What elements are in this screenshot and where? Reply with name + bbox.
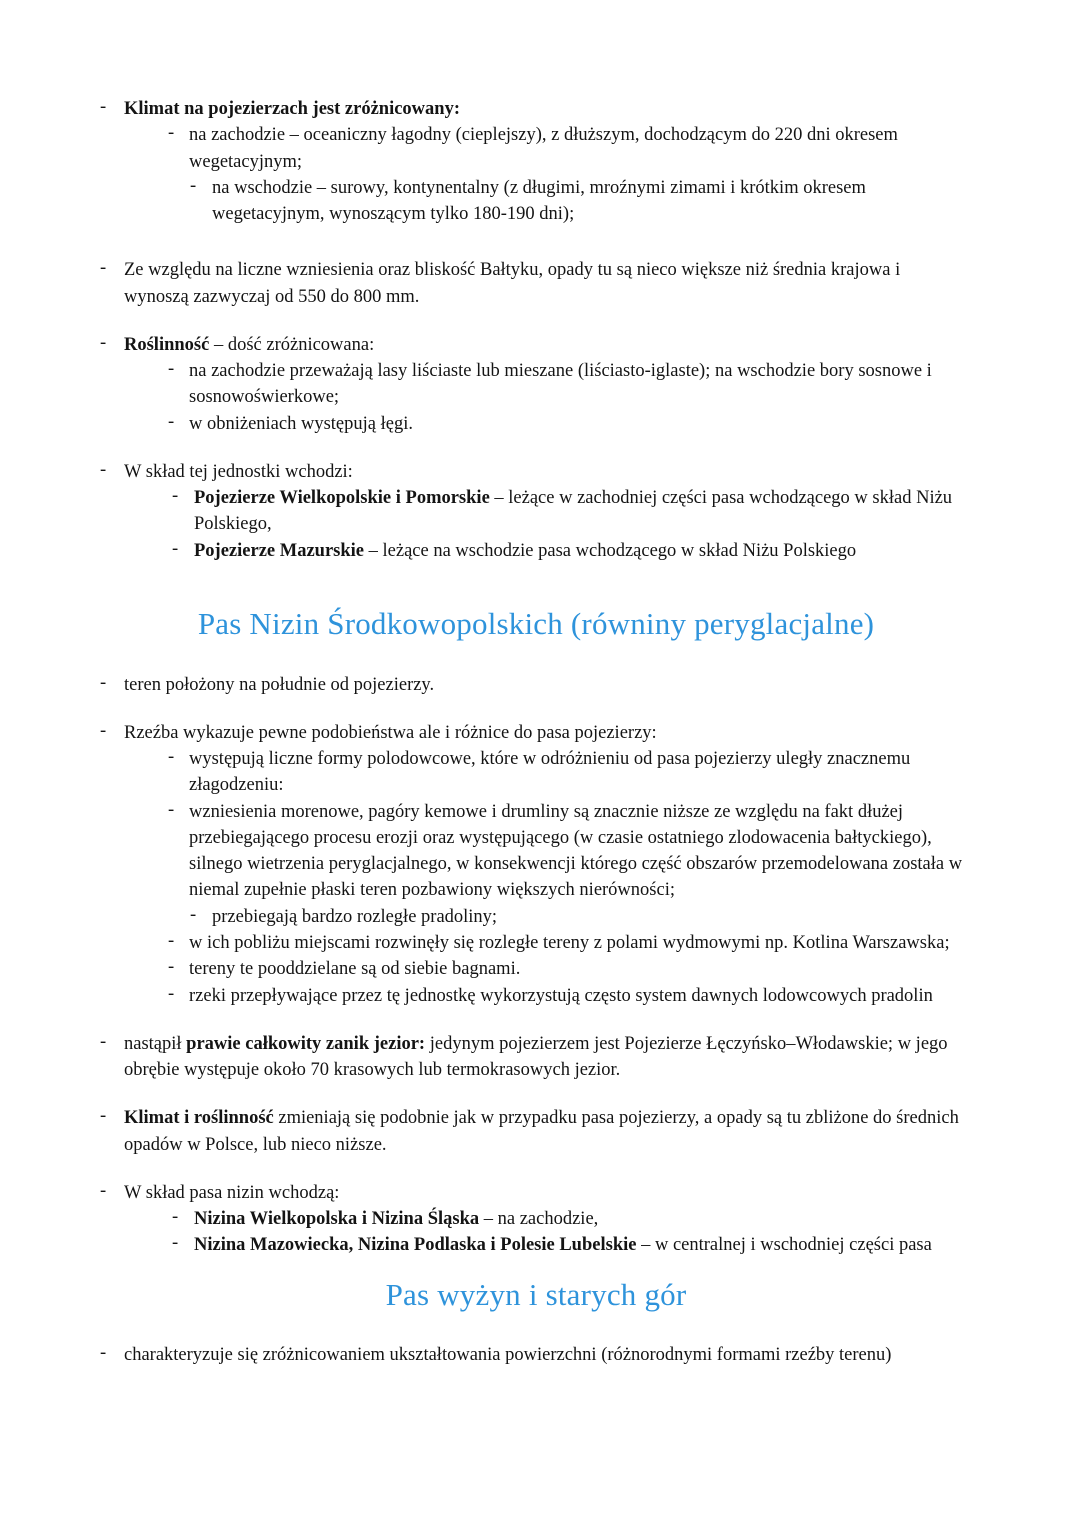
bullet-item	[100, 1180, 980, 1206]
bullet-text-rest: – leżące w zachodniej części pasa wchodzącego w skład Niżu Polskiego,	[194, 488, 953, 535]
bullet-text: przebiegają bardzo rozległe pradoliny;	[212, 906, 498, 927]
spacer	[100, 1312, 980, 1342]
spacer	[100, 310, 980, 332]
bullet-dash-icon: -	[168, 931, 175, 952]
bullet-text: charakteryzuje się zróżnicowaniem ukształtowania powierzchni (różnorodnymi formami rzeźby terenu)	[124, 1345, 892, 1366]
section-heading-srodkowopolskich: Pas Nizin Środkowopolskich (równiny peryglacjalne)	[197, 605, 875, 641]
spacer	[100, 437, 980, 459]
bullet-item	[100, 1105, 980, 1158]
bullet-item	[190, 175, 980, 228]
bullet-text-rest: – dość zróżnicowana:	[209, 334, 375, 355]
bullet-item	[100, 257, 980, 310]
bullet-item	[100, 1342, 980, 1368]
bullet-text-rest: – w centralnej i wschodniej części pasa	[636, 1235, 932, 1256]
bullet-text: Klimat na pojezierzach jest zróżnicowany:	[124, 99, 460, 119]
bullet-dash-icon: -	[172, 538, 179, 559]
bullet-dash-icon: -	[168, 983, 175, 1004]
bullet-item	[172, 1232, 980, 1258]
bullet-text: Ze względu na liczne wzniesienia oraz bliskość Bałtyku, opady tu są nieco większe niż średnia krajowa i wynoszą zazwyczaj od 550 do 800 mm.	[124, 260, 901, 307]
bullet-text: w obniżeniach występują łęgi.	[189, 413, 413, 434]
bullet-dash-icon: -	[168, 747, 175, 768]
bullet-item	[172, 538, 980, 564]
bullet-text: rzeki przepływające przez tę jednostkę wykorzystują często system dawnych lodowcowych pradolin	[189, 985, 933, 1006]
bullet-text: W skład pasa nizin wchodzą:	[124, 1182, 340, 1203]
bullet-dash-icon: -	[100, 1343, 107, 1364]
bullet-dash-icon: -	[172, 1233, 179, 1254]
bullet-text-bold: Roślinność	[124, 334, 210, 355]
bullet-dash-icon: -	[100, 97, 107, 117]
bullet-dash-icon: -	[168, 957, 175, 978]
bullet-text: w ich pobliżu miejscami rozwinęły się rozległe tereny z polami wydmowymi np. Kotlina Warszawska;	[189, 933, 950, 954]
bullet-text-bold: Klimat i roślinność	[124, 1108, 274, 1129]
bullet-text	[194, 538, 980, 564]
bullet-item	[190, 904, 980, 930]
bullet-item	[168, 983, 980, 1009]
bullet-text: występują liczne formy polodowcowe, które w odróżnieniu od pasa pojezierzy uległy znacznemu złagodzeniu:	[189, 749, 911, 796]
bullet-dash-icon: -	[100, 1031, 107, 1052]
bullet-item	[100, 720, 980, 746]
bullet-text-pre: nastąpił	[124, 1033, 187, 1054]
bullet-item	[100, 96, 980, 122]
bullet-dash-icon: -	[168, 799, 175, 820]
bullet-text: teren położony na południe od pojezierzy.	[124, 674, 435, 695]
bullet-text: W skład tej jednostki wchodzi:	[124, 461, 353, 482]
bullet-text-rest: – na zachodzie,	[479, 1209, 599, 1230]
bullet-text-post: jedynym pojezierzem jest Pojezierze Łęczyńsko–Włodawskie; w jego obrębie występuje około 70 krasowych lub termokrasowych jezior.	[124, 1033, 948, 1081]
bullet-item	[168, 411, 980, 437]
spacer	[100, 698, 980, 720]
bullet-text: wzniesienia morenowe, pagóry kemowe i drumliny są znacznie niższe ze względu na fakt dłużej przebiegającego procesu erozji oraz występującego (w czasie ostatniego zlodowacenia bałtyckiego), silnego wietrzenia peryglacjalnego, w konsekwencji którego część obszarów przemodelowana została w niemal zupełnie płaski teren pozbawiony większych nierówności;	[189, 801, 963, 901]
bullet-text-bold: Pojezierze Mazurskie	[194, 540, 365, 561]
bullet-text-bold: Pojezierze Wielkopolskie i Pomorskie	[194, 488, 490, 509]
bullet-item	[168, 799, 980, 904]
bullet-item	[168, 122, 980, 175]
bullet-dash-icon: -	[100, 258, 107, 279]
bullet-dash-icon: -	[100, 332, 107, 353]
bullet-text	[124, 332, 980, 358]
bullet-text: na zachodzie – oceaniczny łagodny (cieplejszy), z dłuższym, dochodzącym do 220 dni okresem wegetacyjnym;	[189, 125, 898, 172]
spacer	[100, 1083, 980, 1105]
bullet-item	[100, 672, 980, 698]
bullet-dash-icon: -	[100, 459, 107, 480]
bullet-dash-icon: -	[100, 720, 107, 741]
bullet-text	[124, 1105, 979, 1158]
bullet-dash-icon: -	[168, 359, 175, 380]
bullet-item	[172, 1206, 980, 1232]
bullet-dash-icon: -	[100, 1106, 107, 1127]
bullet-dash-icon: -	[190, 904, 197, 925]
bullet-item	[172, 485, 980, 538]
spacer	[100, 1158, 980, 1180]
bullet-dash-icon: -	[190, 175, 197, 196]
bullet-text	[194, 1206, 980, 1232]
bullet-text: na wschodzie – surowy, kontynentalny (z długimi, mroźnymi zimami i krótkim okresem wegetacyjnym, wynoszącym tylko 180-190 dni);	[212, 177, 866, 225]
bullet-text-rest: – leżące na wschodzie pasa wchodzącego w skład Niżu Polskiego	[364, 540, 857, 561]
bullet-text: na zachodzie przeważają lasy liściaste lub mieszane (liściasto-iglaste); na wschodzie bory sosnowe i sosnowoświerkowe;	[189, 361, 932, 408]
bullet-text	[194, 485, 980, 538]
bullet-dash-icon: -	[172, 1207, 179, 1228]
bullet-dash-icon: -	[100, 1180, 107, 1201]
bullet-dash-icon: -	[172, 486, 179, 507]
bullet-item	[100, 332, 980, 358]
bullet-dash-icon: -	[100, 672, 107, 693]
section-heading-wyzyn: Pas wyżyn i starych gór	[385, 1276, 687, 1312]
bullet-text-bold: prawie całkowity zanik jezior:	[186, 1033, 426, 1054]
bullet-text	[194, 1232, 980, 1258]
bullet-item	[168, 956, 980, 982]
bullet-dash-icon: -	[168, 123, 175, 144]
bullet-text-bold: Nizina Mazowiecka, Nizina Podlaska i Polesie Lubelskie	[194, 1235, 637, 1256]
bullet-text: Rzeźba wykazuje pewne podobieństwa ale i różnice do pasa pojezierzy:	[124, 722, 657, 743]
bullet-item	[168, 358, 980, 411]
spacer	[100, 227, 980, 257]
bullet-item	[100, 1031, 980, 1084]
bullet-text	[124, 1031, 954, 1084]
spacer	[100, 642, 980, 672]
bullet-item	[100, 459, 980, 485]
bullet-dash-icon: -	[168, 411, 175, 432]
spacer	[100, 1009, 980, 1031]
bullet-item	[168, 746, 980, 799]
bullet-text: tereny te pooddzielane są od siebie bagnami.	[189, 959, 521, 980]
bullet-text-bold: Nizina Wielkopolska i Nizina Śląska	[194, 1209, 480, 1230]
bullet-item	[168, 930, 980, 956]
bullet-text-rest: zmieniają się podobnie jak w przypadku pasa pojezierzy, a opady są tu zbliżone do średnich opadów w Polsce, lub nieco niższe.	[124, 1108, 959, 1155]
